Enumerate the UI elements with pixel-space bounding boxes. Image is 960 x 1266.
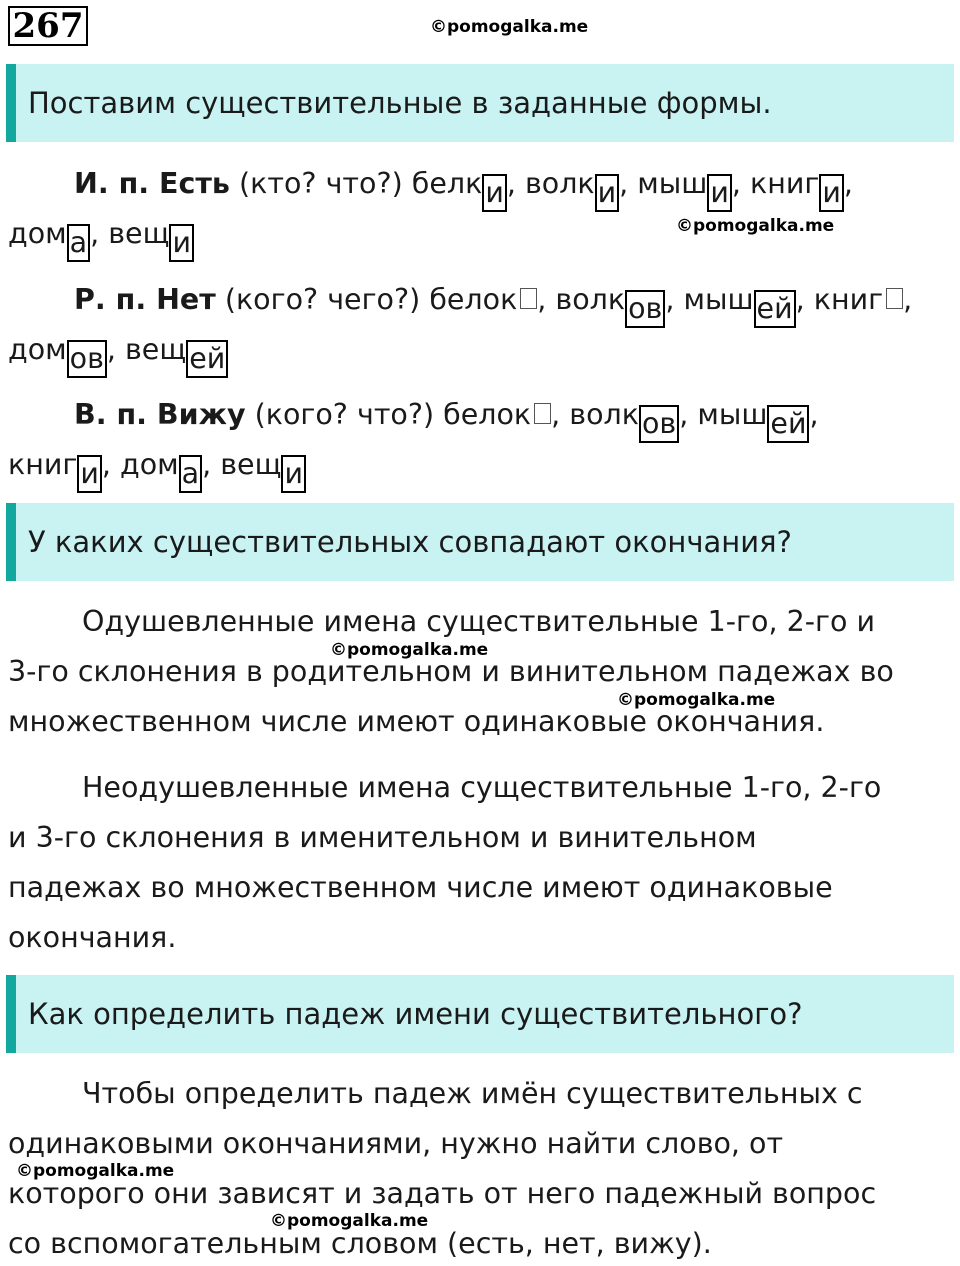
noun-stem: вещ: [108, 217, 170, 250]
noun-form: [750, 167, 853, 209]
noun-form: [814, 283, 912, 316]
watermark: ©pomogalka.me: [430, 17, 589, 37]
separator: ,: [903, 283, 913, 316]
noun-stem: мыш: [697, 398, 768, 431]
case-question: (кто? что?): [239, 167, 403, 200]
ending-box: ов: [625, 290, 665, 328]
separator: ,: [537, 283, 547, 316]
paragraph-line: окончания.: [8, 921, 177, 954]
ending-box: ов: [639, 405, 679, 443]
noun-stem: дом: [120, 448, 179, 481]
ending-box: и: [707, 174, 732, 212]
noun-form: [125, 333, 228, 375]
case-question: (кого? чего?): [224, 283, 421, 316]
watermark: ©pomogalka.me: [676, 216, 835, 236]
separator: ,: [506, 167, 516, 200]
noun-form: [108, 217, 194, 259]
zero-ending-box: [886, 288, 903, 309]
ending-box: и: [819, 174, 844, 212]
separator: ,: [551, 398, 561, 431]
section-header: [6, 64, 954, 142]
zero-ending-box: [534, 403, 551, 424]
separator: ,: [202, 448, 212, 481]
noun-form: [637, 167, 741, 209]
case-line-nominative-cont: [8, 214, 194, 262]
case-line-genitive: [74, 280, 912, 328]
paragraph-line: падежах во множественном числе имеют одинаковые: [8, 871, 833, 904]
case-line-nominative: [74, 164, 853, 212]
ending-box: ей: [186, 340, 228, 378]
paragraph-line: одинаковыми окончаниями, нужно найти слово, от: [8, 1127, 784, 1160]
noun-stem: мыш: [683, 283, 754, 316]
noun-stem: мыш: [637, 167, 708, 200]
noun-stem: дом: [8, 333, 67, 366]
section-title: Как определить падеж имени существительного?: [28, 997, 803, 1031]
section-title: Поставим существительные в заданные формы.: [28, 86, 772, 120]
separator: ,: [843, 167, 853, 200]
paragraph-line: Чтобы определить падеж имён существительных с: [82, 1077, 863, 1110]
case-label: Р. п. Нет: [74, 283, 216, 316]
noun-form: [683, 283, 805, 325]
exercise-number: 267: [8, 6, 88, 46]
case-label: И. п. Есть: [74, 167, 230, 200]
paragraph-line: и 3-го склонения в именительном и винительном: [8, 821, 757, 854]
ending-box: ей: [754, 290, 796, 328]
separator: ,: [90, 217, 100, 250]
noun-form: [443, 398, 560, 431]
noun-stem: вещ: [220, 448, 282, 481]
noun-stem: белок: [443, 398, 532, 431]
ending-box: ов: [67, 340, 107, 378]
paragraph-line: которого они зависят и задать от него падежный вопрос: [8, 1177, 877, 1210]
case-line-genitive-cont: [8, 330, 228, 378]
noun-stem: вещ: [125, 333, 187, 366]
noun-form: [8, 448, 111, 490]
noun-form: [220, 448, 306, 490]
noun-form: [120, 448, 212, 490]
separator: ,: [101, 448, 111, 481]
noun-form: [411, 167, 516, 209]
noun-form: [697, 398, 819, 440]
watermark: ©pomogalka.me: [16, 1161, 175, 1181]
ending-box: и: [595, 174, 620, 212]
noun-stem: волк: [524, 167, 595, 200]
noun-form: [8, 217, 100, 259]
paragraph-line: со вспомогательным словом (есть, нет, вижу).: [8, 1227, 712, 1260]
separator: ,: [619, 167, 629, 200]
ending-box: а: [179, 455, 202, 493]
noun-stem: книг: [813, 283, 884, 316]
separator: ,: [795, 283, 805, 316]
noun-stem: дом: [8, 217, 67, 250]
ending-box: и: [281, 455, 306, 493]
ending-box: а: [67, 224, 90, 262]
section-header: [6, 975, 954, 1053]
noun-stem: книг: [750, 167, 820, 200]
paragraph-line: Одушевленные имена существительные 1-го, 2-го и: [82, 605, 875, 638]
noun-form: [429, 283, 546, 316]
case-question: (кого? что?): [254, 398, 435, 431]
separator: ,: [679, 398, 689, 431]
noun-form: [569, 398, 689, 440]
ending-box: и: [482, 174, 507, 212]
separator: ,: [665, 283, 675, 316]
ending-box: и: [77, 455, 102, 493]
paragraph-line: Неодушевленные имена существительные 1-го, 2-го: [82, 771, 882, 804]
watermark: ©pomogalka.me: [330, 640, 489, 660]
watermark: ©pomogalka.me: [617, 690, 776, 710]
ending-box: ей: [767, 405, 809, 443]
paragraph-line: 3-го склонения в родительном и винительном падежах во: [8, 655, 894, 688]
section-title: У каких существительных совпадают окончания?: [28, 525, 792, 559]
section-header: [6, 503, 954, 581]
case-line-accusative: [74, 395, 819, 443]
case-line-accusative-cont: [8, 445, 306, 493]
noun-form: [524, 167, 629, 209]
noun-form: [555, 283, 675, 325]
watermark: ©pomogalka.me: [270, 1211, 429, 1231]
noun-stem: белок: [429, 283, 518, 316]
ending-box: и: [169, 224, 194, 262]
noun-stem: книг: [8, 448, 78, 481]
noun-stem: волк: [555, 283, 626, 316]
paragraph-line: множественном числе имеют одинаковые окончания.: [8, 705, 825, 738]
noun-form: [8, 333, 116, 375]
separator: ,: [106, 333, 116, 366]
noun-stem: белк: [411, 167, 483, 200]
case-label: В. п. Вижу: [74, 398, 246, 431]
separator: ,: [809, 398, 819, 431]
separator: ,: [731, 167, 741, 200]
noun-stem: волк: [569, 398, 639, 431]
zero-ending-box: [520, 288, 537, 309]
